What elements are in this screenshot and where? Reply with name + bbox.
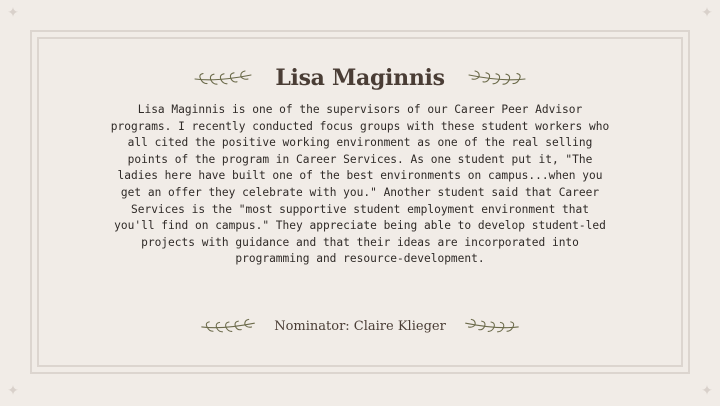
nominator-row xyxy=(0,314,720,338)
sparkle-icon: ✦ xyxy=(701,5,713,21)
page-title: Lisa Maginnis xyxy=(275,65,445,91)
olive-sprig-icon xyxy=(463,69,529,87)
nominator-label: Nominator: Claire Klieger xyxy=(274,318,446,334)
olive-sprig-icon xyxy=(198,317,260,335)
sparkle-icon: ✦ xyxy=(7,5,19,21)
description-paragraph: Lisa Maginnis is one of the supervisors of our Career Peer Advisor programs. I recently conducted focus groups with these student workers who all cited the positive working environment as one of the real selling points of the program in Career Services. As one student put it, "The ladies here have built one of the best environments on campus...when you get an offer they celebrate with you." Another student said that Career Services is the "most supportive student employment environment that you'll find on campus." They appreciate being able to develop student-led projects with guidance and that their ideas are incorporated into programming and resource-development. xyxy=(110,103,610,266)
title-row xyxy=(0,60,720,96)
sparkle-icon: ✦ xyxy=(7,383,19,399)
olive-sprig-icon xyxy=(460,317,522,335)
olive-sprig-icon xyxy=(191,69,257,87)
sparkle-icon: ✦ xyxy=(701,383,713,399)
